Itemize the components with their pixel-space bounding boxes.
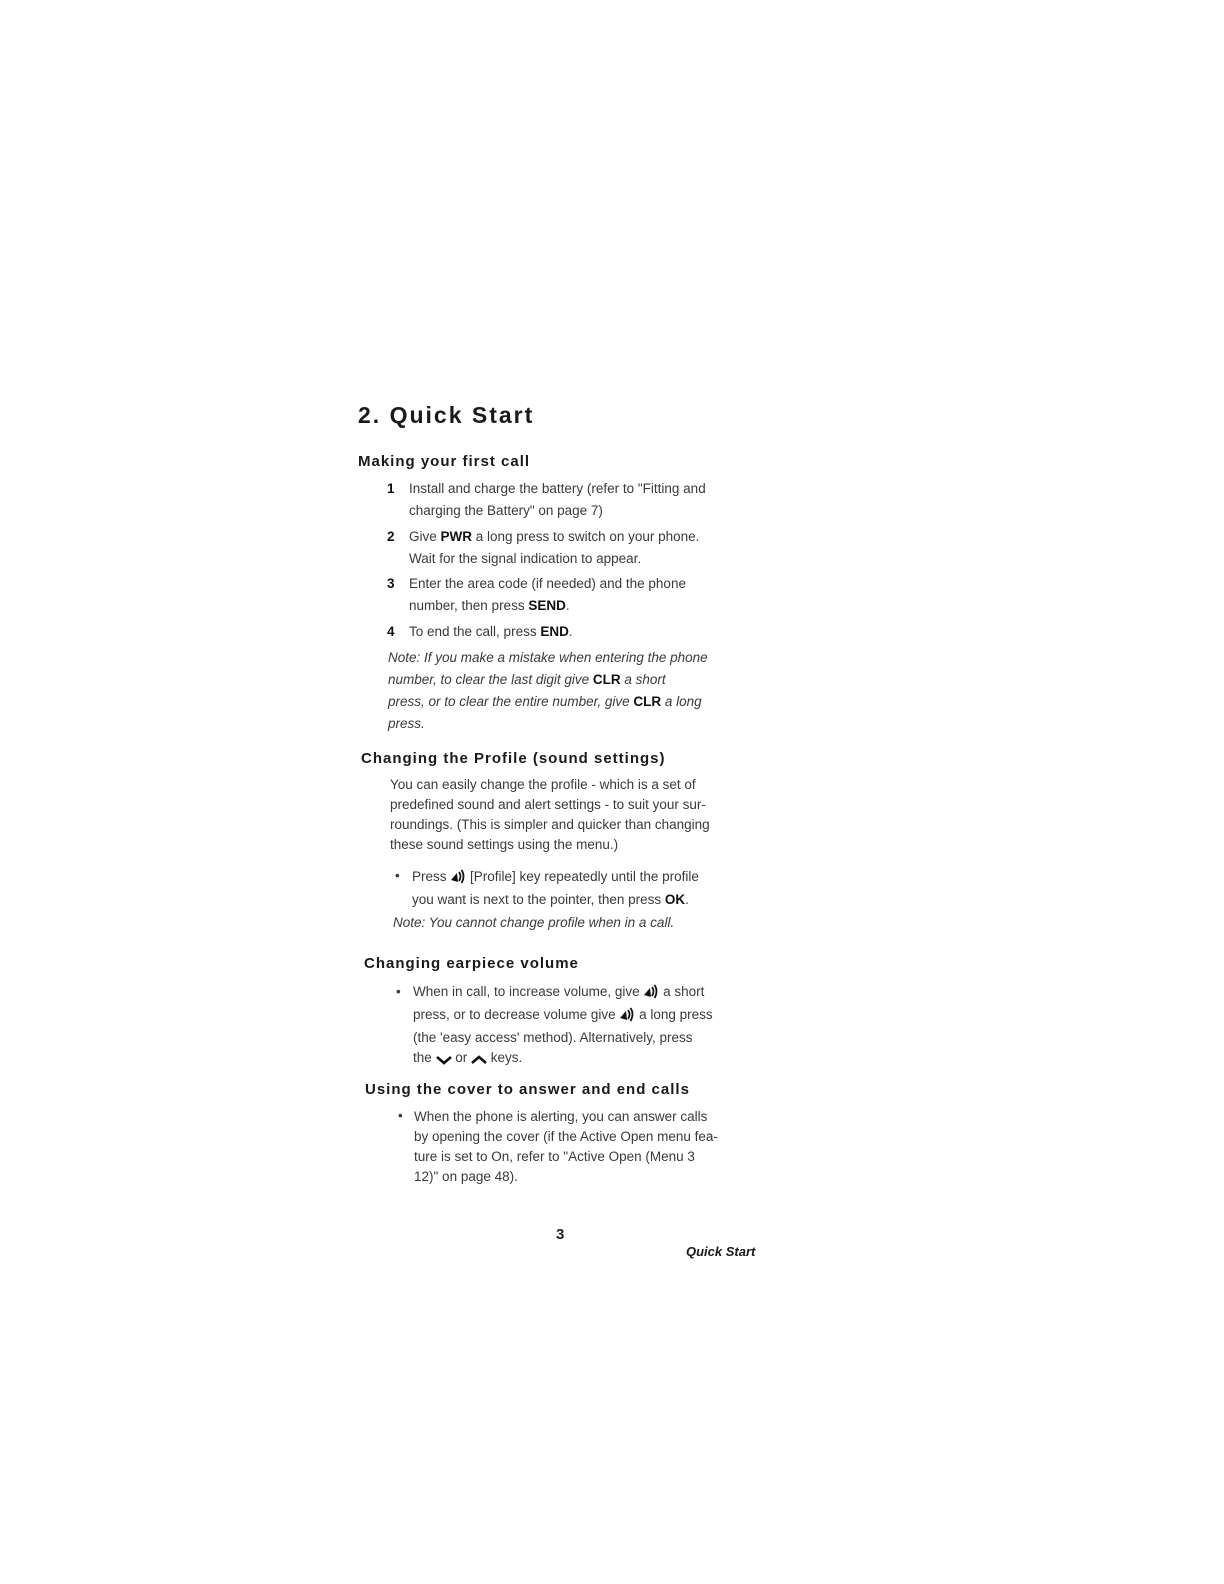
step-number: 4	[387, 624, 395, 639]
note-profile: Note: You cannot change profile when in a call.	[393, 915, 675, 930]
bullet-dot: •	[396, 984, 401, 999]
bullet-dot: •	[395, 868, 400, 883]
profile-bullet: Press [Profile] key repeatedly until the profile you want is next to the pointer, then press OK.	[412, 869, 699, 907]
bullet-dot: •	[398, 1108, 403, 1123]
step-number: 2	[387, 529, 395, 544]
key-name: CLR	[592, 672, 621, 687]
step-4	[387, 621, 767, 643]
note-first-call: Note: If you make a mistake when entering the phone number, to clear the last digit give CLR a short press, or to clear the entire number, give CLR a long press.	[388, 650, 708, 731]
step-3	[387, 573, 767, 617]
up-arrow-key-icon	[471, 1051, 487, 1071]
key-name: OK	[664, 892, 686, 907]
step-text: charging the Battery" on page 7)	[409, 503, 603, 518]
section-heading-earpiece: Changing earpiece volume	[364, 955, 579, 972]
step-1	[387, 478, 767, 522]
step-text: number, then press SEND.	[409, 598, 570, 613]
step-text: To end the call, press END.	[409, 624, 573, 639]
step-number: 1	[387, 481, 395, 496]
section-heading-cover: Using the cover to answer and end calls	[365, 1081, 690, 1098]
earpiece-bullet: When in call, to increase volume, give a short press, or to decrease volume give a long press (the 'easy access' method). Alternatively, press the or keys.	[413, 982, 783, 1071]
step-text: Give PWR a long press to switch on your phone.	[409, 529, 700, 544]
key-name: END	[540, 624, 569, 639]
profile-key-icon	[450, 869, 466, 890]
profile-key-icon	[619, 1007, 635, 1028]
profile-paragraph: You can easily change the profile - which is a set of predefined sound and alert settings - to suit your sur- roundings. (This is simpler and quicker than changing these sound settings using the menu.)	[390, 777, 710, 852]
step-number: 3	[387, 576, 395, 591]
down-arrow-key-icon	[436, 1051, 452, 1071]
section-heading-profile: Changing the Profile (sound settings)	[361, 750, 666, 767]
cover-bullet: When the phone is alerting, you can answer calls by opening the cover (if the Active Open menu fea- ture is set to On, refer to "Active Open (Menu 3 12)" on page 48).	[414, 1109, 718, 1184]
step-2	[387, 526, 767, 570]
running-footer-title: Quick Start	[686, 1244, 756, 1259]
key-name: SEND	[528, 598, 566, 613]
section-heading-first-call: Making your first call	[358, 453, 531, 470]
step-text: Wait for the signal indication to appear.	[409, 551, 642, 566]
key-name: CLR	[633, 694, 662, 709]
key-name: PWR	[440, 529, 473, 544]
page-number: 3	[556, 1226, 565, 1243]
chapter-title: 2. Quick Start	[358, 402, 535, 428]
profile-key-icon	[643, 984, 659, 1005]
step-text: Install and charge the battery (refer to "Fitting and	[409, 481, 706, 496]
step-text: Enter the area code (if needed) and the phone	[409, 576, 686, 591]
